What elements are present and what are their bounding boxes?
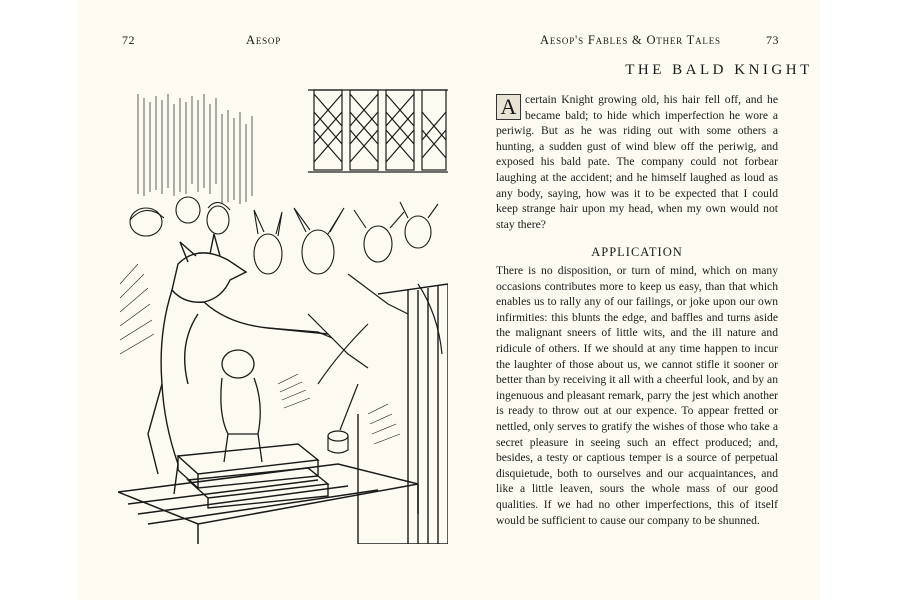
left-page <box>78 0 449 600</box>
application-heading: APPLICATION <box>591 245 683 259</box>
story-text <box>496 92 778 232</box>
page-number-right: 73 <box>766 33 779 47</box>
running-head-left: Aesop <box>246 33 282 47</box>
gothic-window-icon <box>308 90 448 172</box>
page-number-left: 72 <box>122 33 135 47</box>
application-text: There is no disposition, or turn of mind, which on many occasions contributes more to keep us easy, than that which enables us to rally any of our failings, or joke upon our own infirmities: this blunts the edge, and baffles and turns aside the malignant sneers of little wits, and the ill nature and ridicule of others. If we should at any time happen to incur the laughter of those about us, we cannot stifle it sooner or better than by receiving it all with a cheerful look, and by an ingenuous and pleasant remark, parry the jest which another is ready to throw out at our expence. To appear fretted or nettled, only serves to gratify the wishes of those who take a secret pleasure in seeing such an effect produced; and, besides, a testy or captious temper is a source of perpetual disquietude, both to ourselves and our acquaintances, and like a little leaven, sours the whole mass of our good qualities. If we had no other imperfections, this of itself would be sufficient to cause our company to be shunned. <box>496 264 778 527</box>
bald-knight-illustration <box>118 84 448 544</box>
story-title: THE BALD KNIGHT <box>625 62 813 78</box>
running-head-right: Aesop's Fables & Other Tales <box>540 33 721 47</box>
story-paragraph: certain Knight growing old, his hair fell off, and he became bald; to hide which imperfection he wore a periwig. But as he was riding out with some others a hunting, a sudden gust of wind blew off the periwig, and exposed his bald pate. The company could not forbear laughing at the accident; and he himself laughed as loud as any body, saying, how was it to be expected that I could keep strange hair upon my head, when my own would not stay there? <box>496 93 778 231</box>
drop-cap-initial: A <box>496 94 521 120</box>
book-spread <box>78 0 820 600</box>
